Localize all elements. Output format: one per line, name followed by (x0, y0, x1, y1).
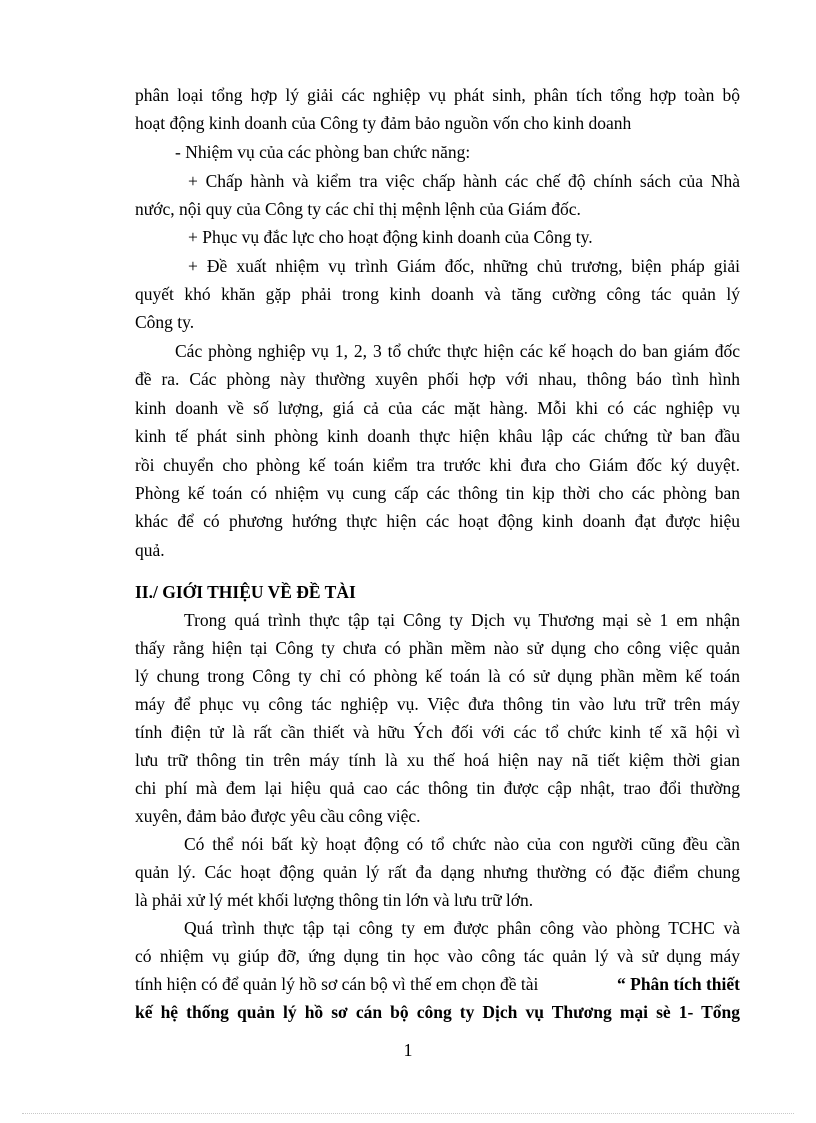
text-line: chi phí mà đem lại hiệu quả cao các thông tin được cập nhật, trao đổi thường (135, 778, 740, 798)
text-line: tính điện tử là rất cần thiết và hữu Ých đối với các tổ chức kinh tế xã hội vì (135, 722, 740, 742)
text-line: lưu trữ thông tin trên máy tính là xu thế hoá hiện nay nã tiết kiệm thời gian (135, 750, 740, 770)
text-line: hoạt động kinh doanh của Công ty đảm bảo nguồn vốn cho kinh doanh (135, 113, 632, 133)
text-line: nước, nội quy của Công ty các chỉ thị mệnh lệnh của Giám đốc. (135, 199, 581, 219)
text-line: khác để có phương hướng thực hiện các hoạt động kinh doanh đạt được hiệu (135, 511, 740, 531)
text-run: tính hiện có để quản lý hồ sơ cán bộ vì thế em chọn đề tài (135, 974, 539, 994)
text-line: + Chấp hành và kiểm tra việc chấp hành các chế độ chính sách của Nhà (188, 171, 740, 191)
text-line: là phải xử lý mét khối lượng thông tin lớn và lưu trữ lớn. (135, 890, 534, 910)
bold-text-run: “ Phân tích thiết (617, 974, 740, 994)
text-line: xuyên, đảm bảo được yêu cầu công việc. (135, 806, 421, 826)
section-heading: II./ GIỚI THIỆU VỀ ĐỀ TÀI (135, 582, 356, 602)
text-line: quả. (135, 540, 165, 560)
text-line: máy để phục vụ công tác nghiệp vụ. Việc đưa thông tin vào lưu trữ trên máy (135, 694, 740, 714)
text-line: phân loại tổng hợp lý giải các nghiệp vụ phát sinh, phân tích tổng hợp toàn bộ (135, 85, 740, 105)
text-line: quyết khó khăn gặp phải trong kinh doanh và tăng cường công tác quản lý (135, 284, 740, 304)
bottom-rule (22, 1113, 794, 1114)
text-line: quản lý. Các hoạt động quản lý rất đa dạng nhưng thường có đặc điểm chung (135, 862, 740, 882)
text-line: thấy rằng hiện tại Công ty chưa có phần mềm nào sử dụng cho công việc quản (135, 638, 740, 658)
text-line: Trong quá trình thực tập tại Công ty Dịch vụ Thương mại sè 1 em nhận (184, 610, 740, 630)
text-line: kinh tế phát sinh phòng kinh doanh thực hiện khâu lập các chứng từ ban đầu (135, 426, 740, 446)
bold-text-line: kế hệ thống quản lý hồ sơ cán bộ công ty Dịch vụ Thương mại sè 1- Tổng (135, 1002, 740, 1022)
text-line: Công ty. (135, 312, 195, 332)
text-line: - Nhiệm vụ của các phòng ban chức năng: (175, 142, 471, 162)
text-line: có nhiệm vụ giúp đỡ, ứng dụng tin học vào công tác quản lý và sử dụng máy (135, 946, 740, 966)
page-number: 1 (403, 1040, 413, 1060)
text-line: + Đề xuất nhiệm vụ trình Giám đốc, những chủ trương, biện pháp giải (188, 256, 740, 276)
text-line: rồi chuyển cho phòng kế toán kiểm tra trước khi đưa cho Giám đốc ký duyệt. (135, 455, 740, 475)
text-line (135, 970, 740, 998)
text-line: Quá trình thực tập tại công ty em được phân công vào phòng TCHC và (184, 918, 740, 938)
text-line: + Phục vụ đắc lực cho hoạt động kinh doanh của Công ty. (188, 227, 593, 247)
text-line: lý chung trong Công ty chỉ có phòng kế toán là có sử dụng phần mềm kế toán (135, 666, 740, 686)
text-line: đề ra. Các phòng này thường xuyên phối hợp với nhau, thông báo tình hình (135, 369, 740, 389)
text-line: Có thể nói bất kỳ hoạt động có tổ chức nào của con người cũng đều cần (184, 834, 740, 854)
text-line: Phòng kế toán có nhiệm vụ cung cấp các thông tin kịp thời cho các phòng ban (135, 483, 740, 503)
text-line: kinh doanh về số lượng, giá cả của các mặt hàng. Mỗi khi có các nghiệp vụ (135, 398, 740, 418)
text-line: Các phòng nghiệp vụ 1, 2, 3 tổ chức thực hiện các kế hoạch do ban giám đốc (175, 341, 740, 361)
